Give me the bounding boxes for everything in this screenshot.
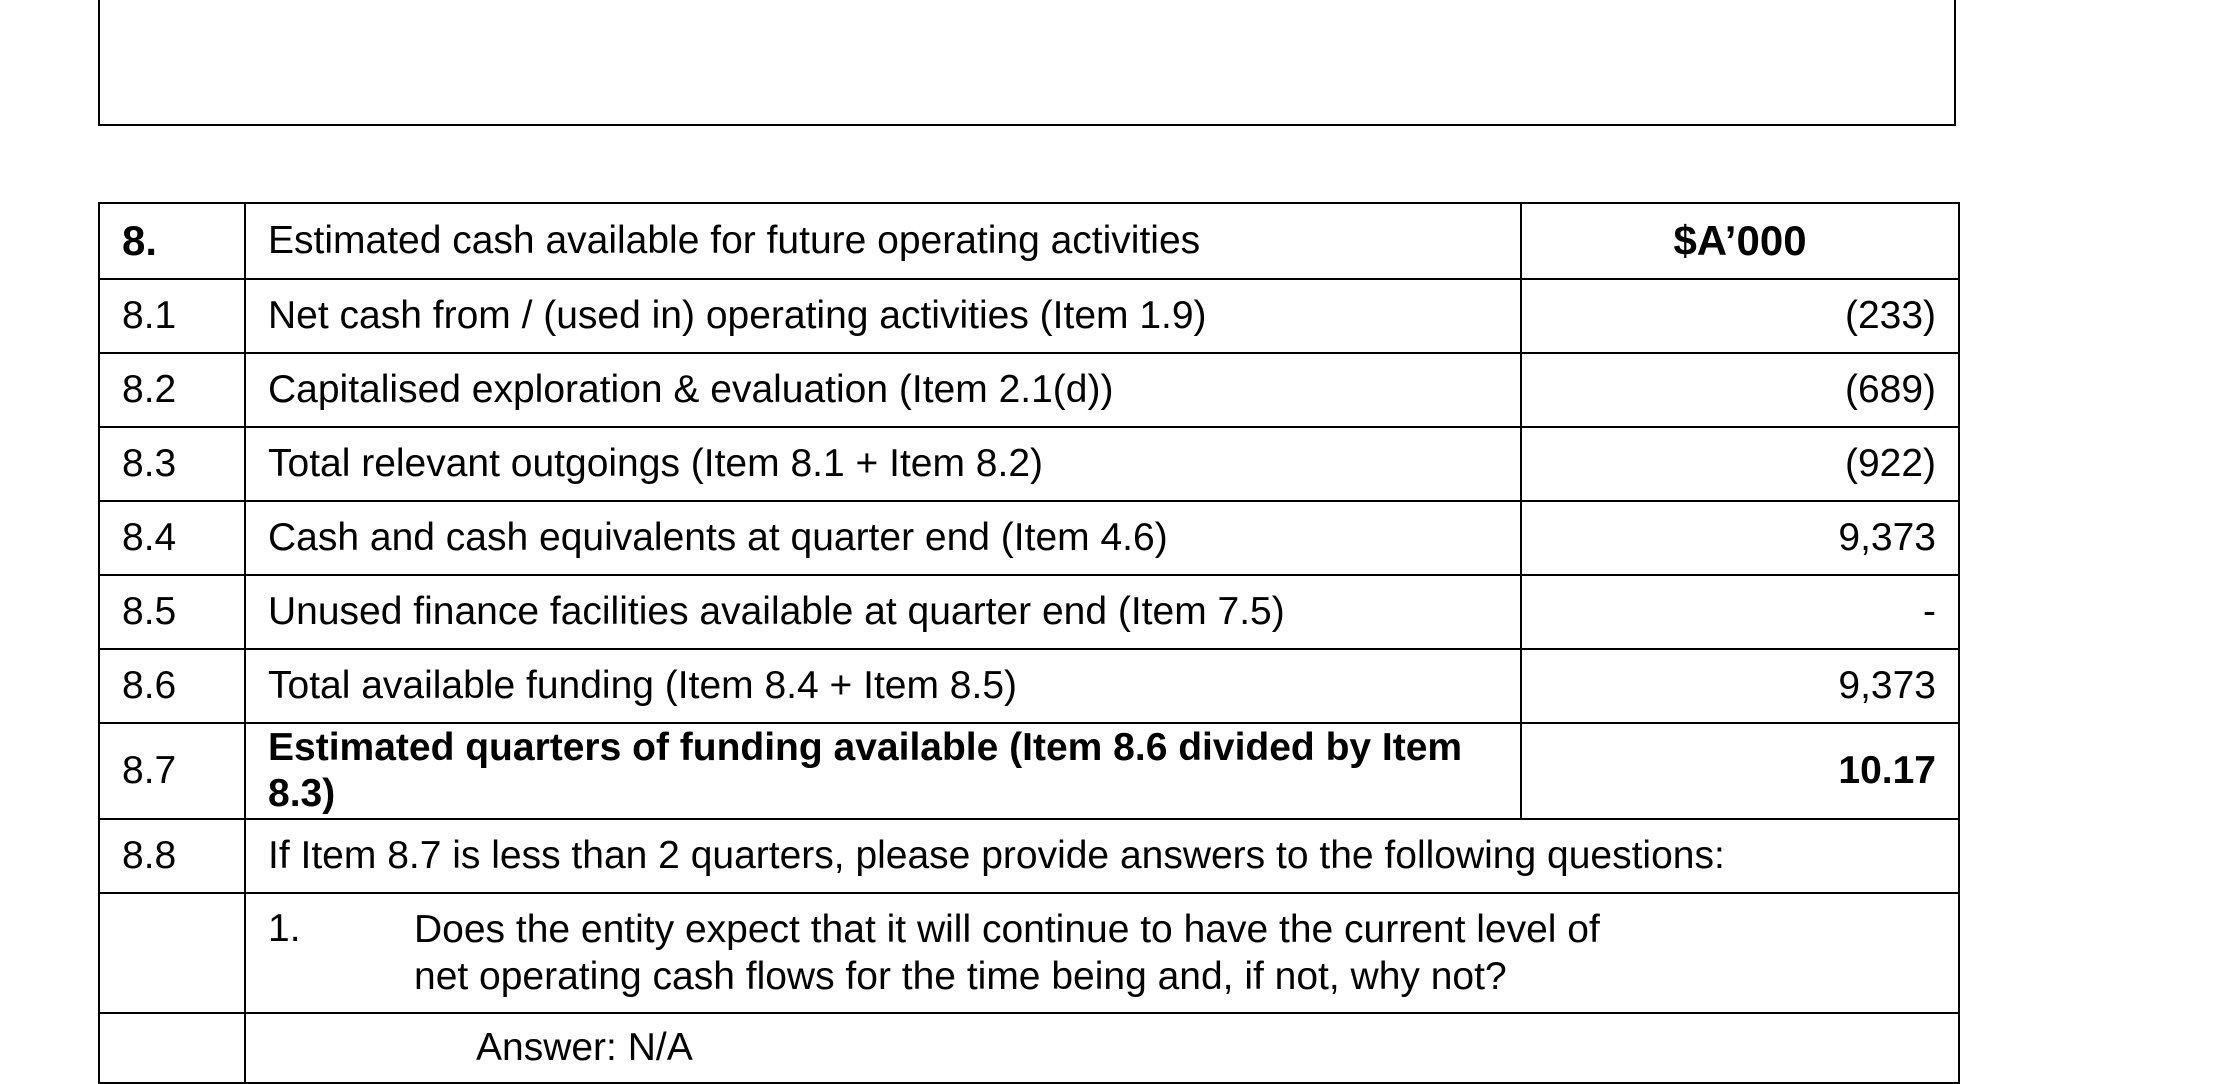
- item-label: Total available funding (Item 8.4 + Item 8.5): [245, 649, 1521, 723]
- item-label: Total relevant outgoings (Item 8.1 + Item 8.2): [245, 427, 1521, 501]
- table-row: [99, 279, 1959, 353]
- answer-cell: [245, 1013, 1959, 1083]
- table-row: [99, 501, 1959, 575]
- table-row: [99, 575, 1959, 649]
- item-label: Unused finance facilities available at quarter end (Item 7.5): [245, 575, 1521, 649]
- currency-header: $A’000: [1521, 203, 1959, 279]
- item-label: Estimated quarters of funding available (Item 8.6 divided by Item 8.3): [245, 723, 1521, 819]
- empty-cell: [99, 1013, 245, 1083]
- item-amount: 9,373: [1521, 649, 1959, 723]
- item-label: Cash and cash equivalents at quarter end (Item 4.6): [245, 501, 1521, 575]
- section-header-row: [99, 203, 1959, 279]
- question-row: [99, 893, 1959, 1013]
- empty-cell: [99, 893, 245, 1013]
- item-number: 8.1: [99, 279, 245, 353]
- section-title: Estimated cash available for future operating activities: [245, 203, 1521, 279]
- item-amount: (922): [1521, 427, 1959, 501]
- item-number: 8.7: [99, 723, 245, 819]
- question-text: Does the entity expect that it will continue to have the current level of net operating cash flows for the time being and, if not, why not?: [414, 908, 1600, 998]
- estimated-cash-table: [98, 202, 1960, 1084]
- item-amount: 9,373: [1521, 501, 1959, 575]
- item-label: Net cash from / (used in) operating activities (Item 1.9): [245, 279, 1521, 353]
- item-label: Capitalised exploration & evaluation (Item 2.1(d)): [245, 353, 1521, 427]
- table-row: [99, 427, 1959, 501]
- item-number: 8.3: [99, 427, 245, 501]
- item-number: 8.8: [99, 819, 245, 893]
- previous-section-box: [98, 0, 1956, 126]
- item-amount: -: [1521, 575, 1959, 649]
- table-row: [99, 353, 1959, 427]
- item-number: 8.4: [99, 501, 245, 575]
- item-number: 8.5: [99, 575, 245, 649]
- item-amount: (689): [1521, 353, 1959, 427]
- answer-text: Answer: N/A: [476, 1026, 693, 1069]
- item-number: 8.6: [99, 649, 245, 723]
- question-cell: [245, 893, 1959, 1013]
- answer-row: [99, 1013, 1959, 1083]
- item-label: If Item 8.7 is less than 2 quarters, please provide answers to the following questions:: [245, 819, 1959, 893]
- table-row: [99, 649, 1959, 723]
- section-number: 8.: [99, 203, 245, 279]
- table-row: [99, 819, 1959, 893]
- table-row: [99, 723, 1959, 819]
- item-number: 8.2: [99, 353, 245, 427]
- question-number: 1.: [268, 907, 301, 950]
- item-amount: (233): [1521, 279, 1959, 353]
- item-amount: 10.17: [1521, 723, 1959, 819]
